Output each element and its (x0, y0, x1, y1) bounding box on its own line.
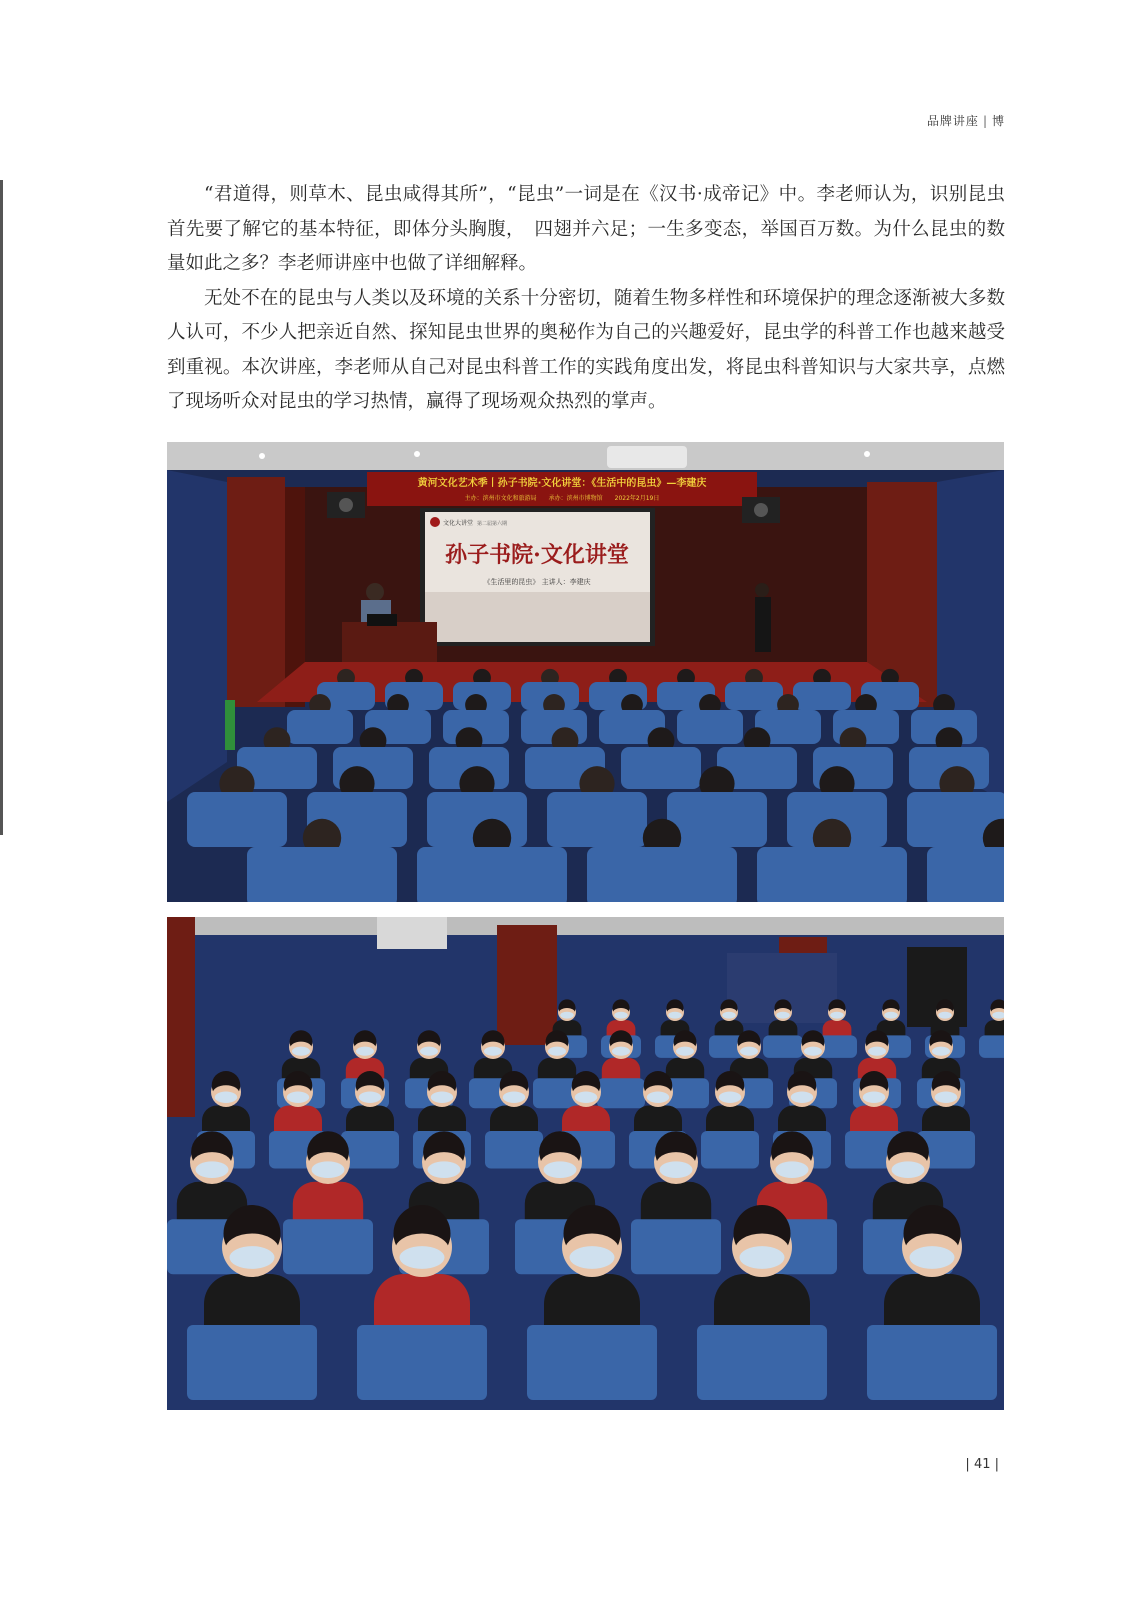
slide-logo: 文化大讲堂 (443, 520, 474, 527)
seat (867, 1325, 997, 1400)
face-mask (776, 1012, 790, 1019)
article-body (167, 178, 1005, 420)
seat (597, 1078, 645, 1108)
header-divider: | (982, 114, 988, 128)
seat (283, 1219, 373, 1274)
seat (357, 1325, 487, 1400)
face-mask (647, 1092, 670, 1103)
seat (701, 1131, 759, 1169)
seat (667, 792, 767, 847)
face-mask (935, 1092, 958, 1103)
lecture-hall-photo (167, 442, 1004, 902)
face-mask (719, 1092, 742, 1103)
face-mask (863, 1092, 886, 1103)
seat (547, 792, 647, 847)
seat (979, 1035, 1004, 1058)
seat (763, 1035, 803, 1058)
seat (485, 1131, 543, 1169)
seat (621, 747, 701, 789)
seat (677, 710, 743, 744)
face-mask (668, 1012, 682, 1019)
face-mask (830, 1012, 844, 1019)
face-mask (804, 1047, 822, 1056)
face-mask (292, 1047, 310, 1056)
page-number-value: 41 (973, 1457, 991, 1472)
seat (793, 682, 851, 710)
audience-rows (187, 669, 1004, 902)
face-mask (884, 1012, 898, 1019)
face-mask (570, 1246, 615, 1269)
face-mask (740, 1047, 758, 1056)
seat (287, 710, 353, 744)
page-number: | 41 | (965, 1457, 999, 1472)
face-mask (230, 1246, 275, 1269)
seat (757, 847, 907, 902)
face-mask (431, 1092, 454, 1103)
face-mask (938, 1012, 952, 1019)
audience-photo (167, 917, 1004, 1410)
face-mask (614, 1012, 628, 1019)
face-mask (868, 1047, 886, 1056)
seat (587, 847, 737, 902)
banner-subtitle: 主办：滨州市文化和旅游局 承办：滨州市博物馆 2022年2月19日 (464, 495, 660, 502)
page-edge-mark (0, 180, 3, 835)
face-mask (791, 1092, 814, 1103)
face-mask (892, 1161, 925, 1178)
face-mask (196, 1161, 229, 1178)
face-mask (503, 1092, 526, 1103)
paragraph-1: “君道得，则草木、昆虫咸得其所”，“昆虫”一词是在《汉书·成帝记》中。李老师认为，识别昆虫首先要了解它的基本特征，即体分头胸腹， 四翅并六足；一生多变态，举国百万数。为什么昆虫的数量如此之多？李老师讲座中也做了详细解释。 (167, 184, 1005, 274)
seat (247, 847, 397, 902)
slide-title: 孙子书院·文化讲堂 (445, 542, 629, 568)
face-mask (356, 1047, 374, 1056)
slide-logo-sub: 第二届第六期 (477, 521, 508, 527)
seat (527, 1325, 657, 1400)
face-mask (776, 1161, 809, 1178)
running-header (927, 112, 1005, 129)
face-mask (359, 1092, 382, 1103)
face-mask (932, 1047, 950, 1056)
face-mask (612, 1047, 630, 1056)
face-mask (428, 1161, 461, 1178)
face-mask (575, 1092, 598, 1103)
face-mask (544, 1161, 577, 1178)
seat (697, 1325, 827, 1400)
face-mask (740, 1246, 785, 1269)
face-mask (484, 1047, 502, 1056)
face-mask (215, 1092, 238, 1103)
paragraph-2: 无处不在的昆虫与人类以及环境的关系十分密切，随着生物多样性和环境保护的理念逐渐被大多数人认可，不少人把亲近自然、探知昆虫世界的奥秘作为自己的兴趣爱好，昆虫学的科普工作也越来越受到重视。本次讲座，李老师从自己对昆虫科普工作的实践角度出发，将昆虫科普知识与大家共享，点燃了现场听众对昆虫的学习热情，赢得了现场观众热烈的掌声。 (167, 287, 1005, 412)
header-tag: 博 (991, 114, 1005, 128)
seat (417, 847, 567, 902)
face-mask (910, 1246, 955, 1269)
face-mask (287, 1092, 310, 1103)
seat (187, 1325, 317, 1400)
seat (631, 1219, 721, 1274)
face-mask (420, 1047, 438, 1056)
face-mask (548, 1047, 566, 1056)
face-mask (722, 1012, 736, 1019)
face-mask (312, 1161, 345, 1178)
seat (187, 792, 287, 847)
face-mask (676, 1047, 694, 1056)
seat (725, 682, 783, 710)
header-section: 品牌讲座 (926, 114, 979, 128)
seat (927, 847, 1004, 902)
banner-title: 黄河文化艺术季丨孙子书院·文化讲堂：《生活中的昆虫》—李建庆 (417, 478, 707, 489)
face-mask (400, 1246, 445, 1269)
slide-subtitle: 《生活里的昆虫》 主讲人：李建庆 (483, 578, 591, 586)
face-mask (560, 1012, 574, 1019)
face-mask (660, 1161, 693, 1178)
